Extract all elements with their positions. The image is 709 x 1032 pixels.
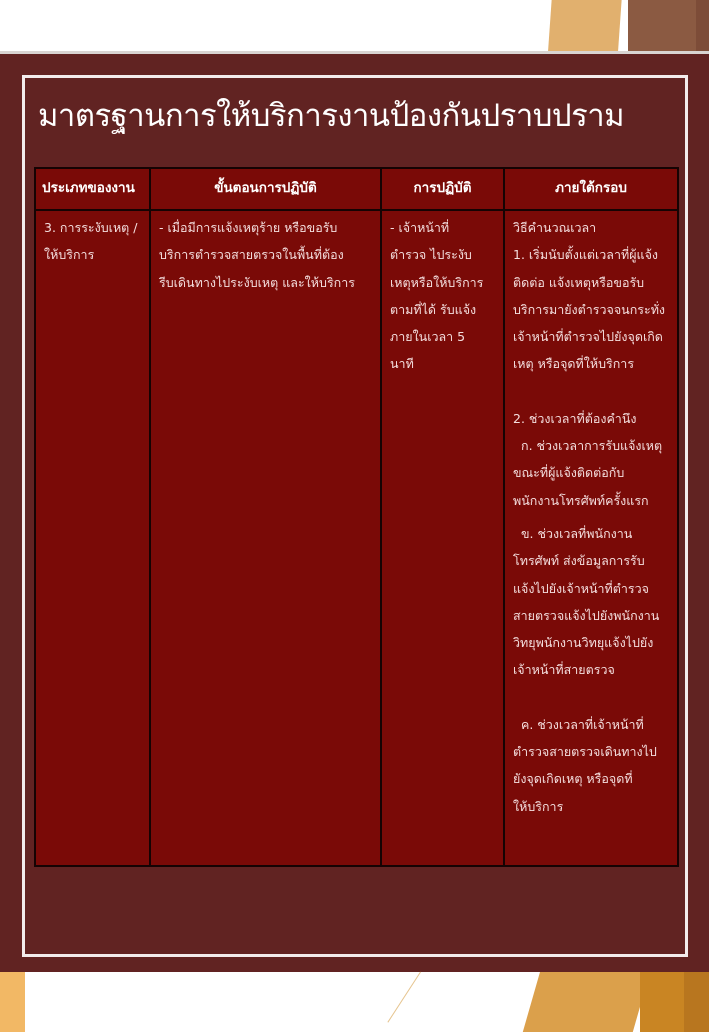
spacer	[513, 684, 671, 711]
framework-sub-b-line: ข. ช่วงเวลที่พนักงาน	[521, 525, 633, 541]
page-title: มาตรฐานการให้บริการงานป้องกันปราบปราม	[38, 98, 625, 134]
cell-action	[381, 210, 504, 866]
framework-sub-c-line: ให้บริการ	[513, 798, 564, 814]
procedure-line: บริการตำรวจสายตรวจในพื้นที่ต้อง	[159, 247, 344, 263]
action-line: ภายในเวลา 5	[390, 329, 466, 345]
framework-sub-a-line: ก. ช่วงเวลาการรับแจ้งเหตุ	[521, 438, 663, 454]
framework-sub-c-line: ค. ช่วงเวลาที่เจ้าหน้าที่	[521, 716, 644, 732]
action-line: เหตุหรือให้บริการ	[390, 274, 484, 290]
action-line: นาที	[390, 356, 414, 372]
decorative-thin-line	[387, 972, 421, 1023]
decorative-dark-orange-shape-bottom-right	[684, 972, 709, 1032]
framework-heading: วิธีคำนวณเวลา	[513, 220, 597, 235]
table-header-row	[35, 168, 678, 210]
framework-sub-c-line: ตำรวจสายตรวจเดินทางไป	[513, 744, 657, 760]
framework-sub-c-line: ยังจุดเกิดเหตุ หรือจุดที่	[513, 771, 633, 787]
procedure-line: รีบเดินทางไประงับเหตุ และให้บริการ	[159, 274, 355, 290]
framework-sub-b-line: โทรศัพท์ ส่งข้อมูลการรับ	[513, 553, 645, 569]
decorative-dark-brown-shape-top	[696, 0, 709, 52]
header-framework: ภายใต้กรอบ	[504, 168, 678, 210]
framework-sub-b-line: วิทยุพนักงานวิทยุแจ้งไปยัง	[513, 635, 654, 651]
framework-item2-heading: 2. ช่วงเวลาที่ต้องคำนึง	[513, 410, 637, 426]
cell-procedure	[150, 210, 381, 866]
header-work-type: ประเภทของงาน	[35, 168, 150, 210]
framework-item1-line: ติดต่อ แจ้งเหตุหรือขอรับ	[513, 274, 645, 290]
framework-item1-line: เจ้าหน้าที่ตำรวจไปยังจุดเกิด	[513, 329, 663, 345]
decorative-gold-shape-top	[548, 0, 622, 52]
table-row	[35, 210, 678, 866]
action-line: ตำรวจ ไประงับ	[390, 247, 472, 263]
decorative-gold-shape-bottom-left	[0, 972, 25, 1032]
decorative-gold-shape-bottom-right	[523, 972, 650, 1032]
cell-framework	[504, 210, 678, 866]
cell-work-type	[35, 210, 150, 866]
work-type-line: 3. การระงับเหตุ /	[44, 220, 138, 235]
header-procedure: ขั้นตอนการปฏิบัติ	[150, 168, 381, 210]
action-line: - เจ้าหน้าที่	[390, 220, 450, 235]
procedure-line: - เมื่อมีการแจ้งเหตุร้าย หรือขอรับ	[159, 220, 338, 235]
spacer	[513, 378, 671, 405]
framework-item1-line: เหตุ หรือจุดที่ให้บริการ	[513, 356, 635, 372]
framework-sub-b-line: สายตรวจแจ้งไปยังพนักงาน	[513, 607, 660, 623]
action-line: ตามที่ได้ รับแจ้ง	[390, 301, 477, 317]
framework-sub-a-line: ขณะที่ผู้แจ้งติดต่อกับ	[513, 465, 625, 481]
framework-sub-b-line: เจ้าหน้าที่สายตรวจ	[513, 662, 615, 678]
work-type-line: ให้บริการ	[44, 247, 95, 263]
framework-item1-line: 1. เริ่มนับตั้งแต่เวลาที่ผู้แจ้ง	[513, 247, 659, 263]
framework-sub-a-line: พนักงานโทรศัพท์ครั้งแรก	[513, 492, 649, 508]
service-standard-table	[34, 167, 679, 867]
header-action: การปฏิบัติ	[381, 168, 504, 210]
framework-sub-b-line: แจ้งไปยังเจ้าหน้าที่ตำรวจ	[513, 580, 649, 596]
framework-item1-line: บริการมายังตำรวจจนกระทั่ง	[513, 301, 666, 317]
